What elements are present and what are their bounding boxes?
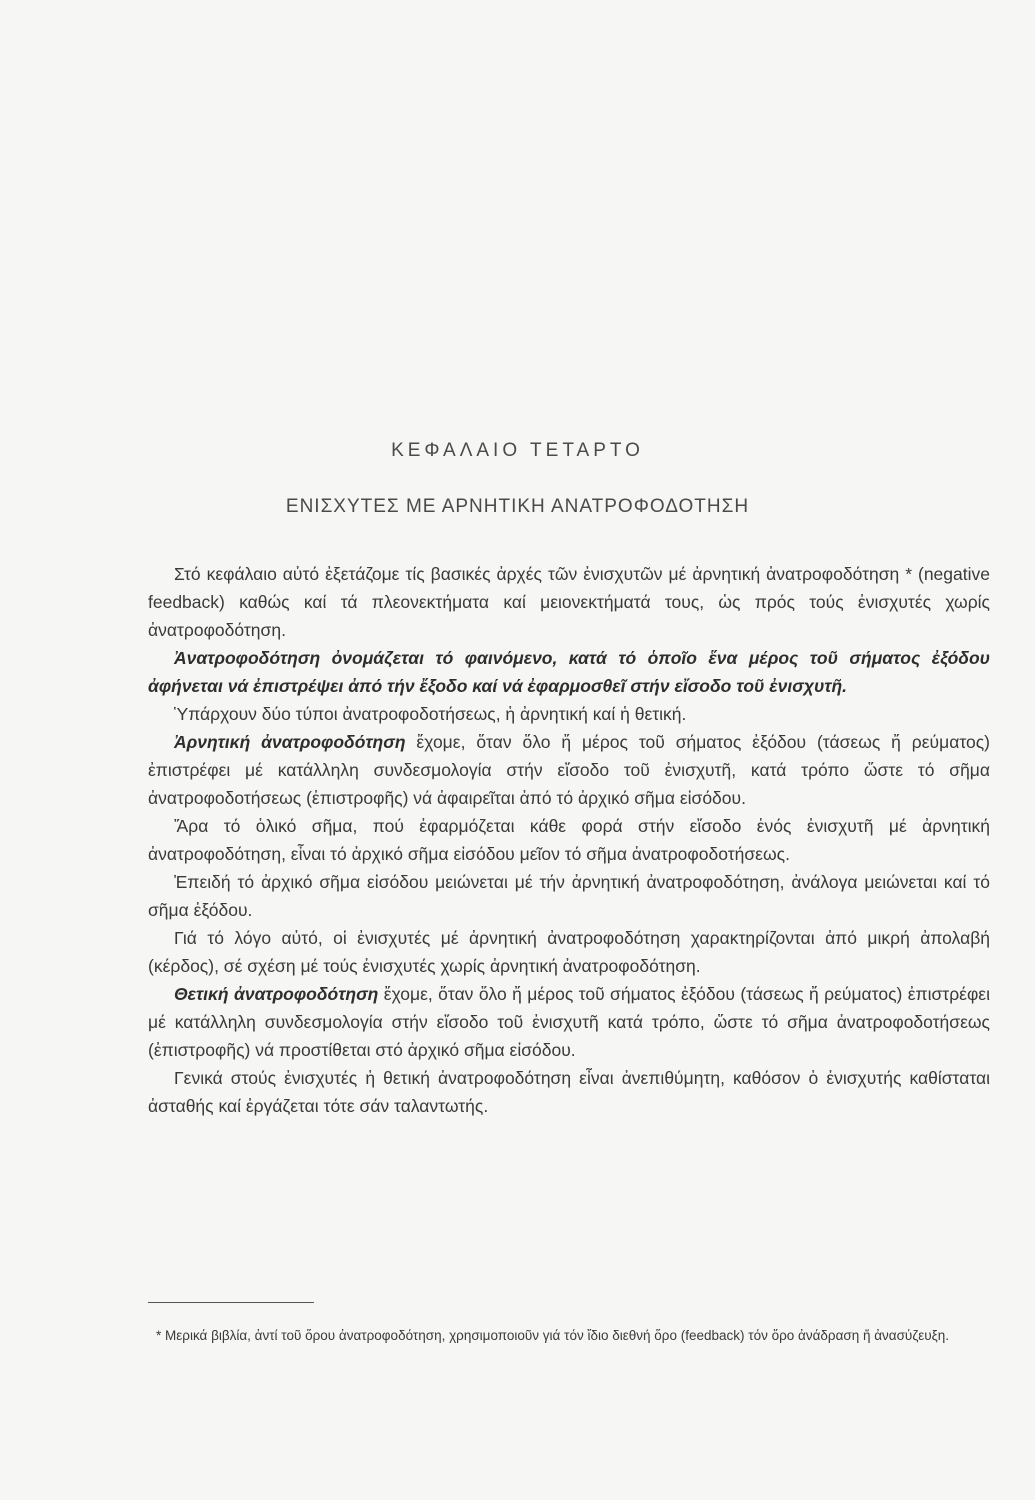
paragraph-intro: Στό κεφάλαιο αὐτό ἐξετάζομε τίς βασικές ἀρχές τῶν ἐνισχυτῶν μέ ἀρνητική ἀνατροφοδότηση * (negative feedback) καθώς καί τά πλεονεκτήματα καί μειονεκτήματά τους, ὡς πρός τούς ἐνισχυτές χωρίς ἀνατροφοδότηση. xyxy=(148,564,990,640)
negative-feedback-text: ἔχομε, ὅταν ὅλο ἤ μέρος τοῦ σήματος ἐξόδου (τάσεως ἤ ρεύματος) ἐπιστρέφει μέ κατάλληλη συνδεσμολογία στήν εἴσοδο τοῦ ἐνισχυτῆ, κατά τρόπο ὥστε τό σῆμα ἀνατροφοδοτήσεως (ἐπιστροφῆς) νά ἀφαιρεῖται ἀπό τό ἀρχικό σῆμα εἰσόδου. xyxy=(148,732,990,808)
paragraph-definition: Ἀνατροφοδότηση ὀνομάζεται τό φαινόμενο, κατά τό ὁποῖο ἕνα μέρος τοῦ σήματος ἐξόδου ἀφήνεται νά ἐπιστρέψει ἀπό τήν ἔξοδο καί νά ἐφαρμοσθεῖ στήν εἴσοδο τοῦ ἐνισχυτῆ. xyxy=(148,648,990,696)
positive-feedback-term: Θετική ἀνατροφοδότηση xyxy=(174,984,379,1004)
paragraph-positive-feedback xyxy=(148,980,990,1064)
paragraph-total-signal: Ἄρα τό ὁλικό σῆμα, πού ἐφαρμόζεται κάθε φορά στήν εἴσοδο ἑνός ἐνισχυτῆ μέ ἀρνητική ἀνατροφοδότηση, εἶναι τό ἀρχικό σῆμα εἰσόδου μεῖον τό σῆμα ἀνατροφοδοτήσεως. xyxy=(148,816,990,864)
paragraph-types: Ὑπάρχουν δύο τύποι ἀνατροφοδοτήσεως, ἡ ἀρνητική καί ἡ θετική. xyxy=(174,704,687,724)
negative-feedback-term: Ἀρνητική ἀνατροφοδότηση xyxy=(174,732,406,752)
body-text xyxy=(148,560,990,1120)
paragraph-instability: Γενικά στούς ἐνισχυτές ἡ θετική ἀνατροφοδότηση εἶναι ἀνεπιθύμητη, καθόσον ὁ ἐνισχυτής καθίσταται ἀσταθής καί ἐργάζεται τότε σάν ταλαντωτής. xyxy=(148,1068,990,1116)
chapter-title: ΚΕΦΑΛΑΙΟ ΤΕΤΑΡΤΟ xyxy=(391,440,644,461)
footnote xyxy=(148,1326,990,1346)
chapter-subtitle: ΕΝΙΣΧΥΤΕΣ ΜΕ ΑΡΝΗΤΙΚΗ ΑΝΑΤΡΟΦΟΔΟΤΗΣΗ xyxy=(285,496,750,517)
paragraph-gain: Γιά τό λόγο αὐτό, οἱ ἐνισχυτές μέ ἀρνητική ἀνατροφοδότηση χαρακτηρίζονται ἀπό μικρή ἀπολαβή (κέρδος), σέ σχέση μέ τούς ἐνισχυτές χωρίς ἀρνητική ἀνατροφοδότηση. xyxy=(148,928,990,976)
footnote-divider xyxy=(148,1302,314,1303)
paragraph-output-reduction: Ἐπειδή τό ἀρχικό σῆμα εἰσόδου μειώνεται μέ τήν ἀρνητική ἀνατροφοδότηση, ἀνάλογα μειώνεται καί τό σῆμα ἐξόδου. xyxy=(148,872,990,920)
positive-feedback-text: ἔχομε, ὅταν ὅλο ἤ μέρος τοῦ σήματος ἐξόδου (τάσεως ἤ ρεύματος) ἐπιστρέφει μέ κατάλληλη συνδεσμολογία στήν εἴσοδο τοῦ ἐνισχυτῆ κατά τρόπο, ὥστε τό σῆμα ἀνατροφοδοτήσεως (ἐπιστροφῆς) νά προστίθεται στό ἀρχικό σῆμα εἰσόδου. xyxy=(148,984,990,1060)
paragraph-negative-feedback xyxy=(148,728,990,812)
footnote-text: * Μερικά βιβλία, ἀντί τοῦ ὅρου ἀνατροφοδότηση, χρησιμοποιοῦν γιά τόν ἴδιο διεθνή ὅρο (feedback) τόν ὅρο ἀνάδραση ἤ ἀνασύζευξη. xyxy=(156,1328,949,1343)
